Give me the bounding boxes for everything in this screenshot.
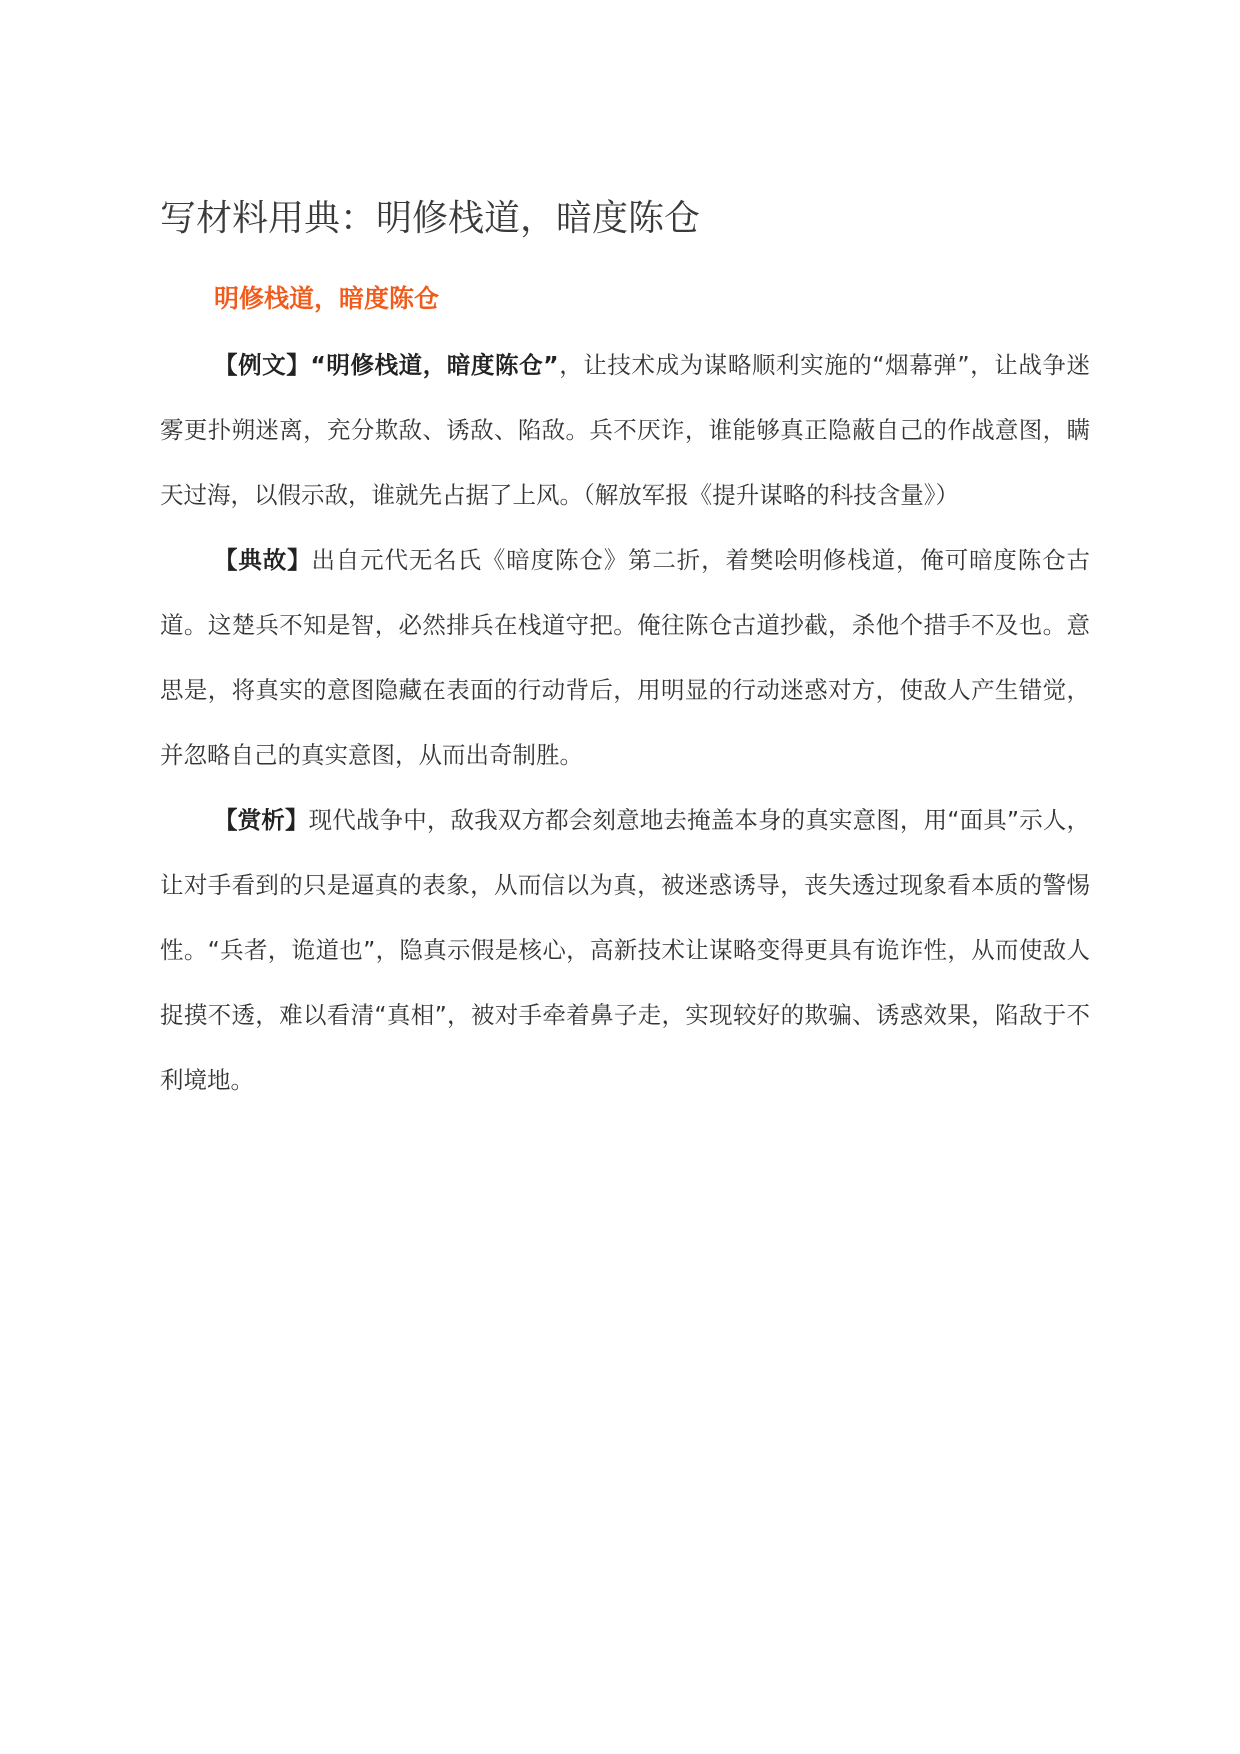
section-subtitle: 明修栈道，暗度陈仓 [214, 284, 440, 313]
appreciation-text: 现代战争中，敌我双方都会刻意地去掩盖本身的真实意图，用“面具”示人，让对手看到的只是逼真的表象，从而信以为真，被迷惑诱导，丧失透过现象看本质的警惕性。“兵者，诡道也”，隐真示假是核心，高新技术让谋略变得更具有诡诈性，从而使敌人捉摸不透，难以看清“真相”，被对手牵着鼻子走，实现较好的欺骗、诱惑效果，陷敌于不利境地。 [160, 806, 1091, 1094]
paragraph-appreciation [160, 788, 1090, 1113]
label-example: 【例文】 [214, 351, 311, 379]
paragraph-example [160, 333, 1090, 528]
allusion-text: 出自元代无名氏《暗度陈仓》第二折，着樊哙明修栈道，俺可暗度陈仓古道。这楚兵不知是智，必然排兵在栈道守把。俺往陈仓古道抄截，杀他个措手不及也。意思是，将真实的意图隐藏在表面的行动背后，用明显的行动迷惑对方，使敌人产生错觉，并忽略自己的真实意图，从而出奇制胜。 [160, 546, 1091, 769]
example-text: ，让技术成为谋略顺利实施的“烟幕弹”，让战争迷雾更扑朔迷离，充分欺敌、诱敌、陷敌。兵不厌诈，谁能够真正隐蔽自己的作战意图，瞒天过海，以假示敌，谁就先占据了上风。（解放军报《提升谋略的科技含量》） [160, 351, 1091, 509]
label-allusion: 【典故】 [214, 546, 312, 574]
example-quote: “明修栈道，暗度陈仓” [310, 351, 559, 379]
label-appreciation: 【赏析】 [214, 806, 309, 834]
document-title: 写材料用典：明修栈道，暗度陈仓 [160, 198, 701, 239]
document-page [160, 195, 1090, 1113]
paragraph-allusion [160, 528, 1090, 788]
